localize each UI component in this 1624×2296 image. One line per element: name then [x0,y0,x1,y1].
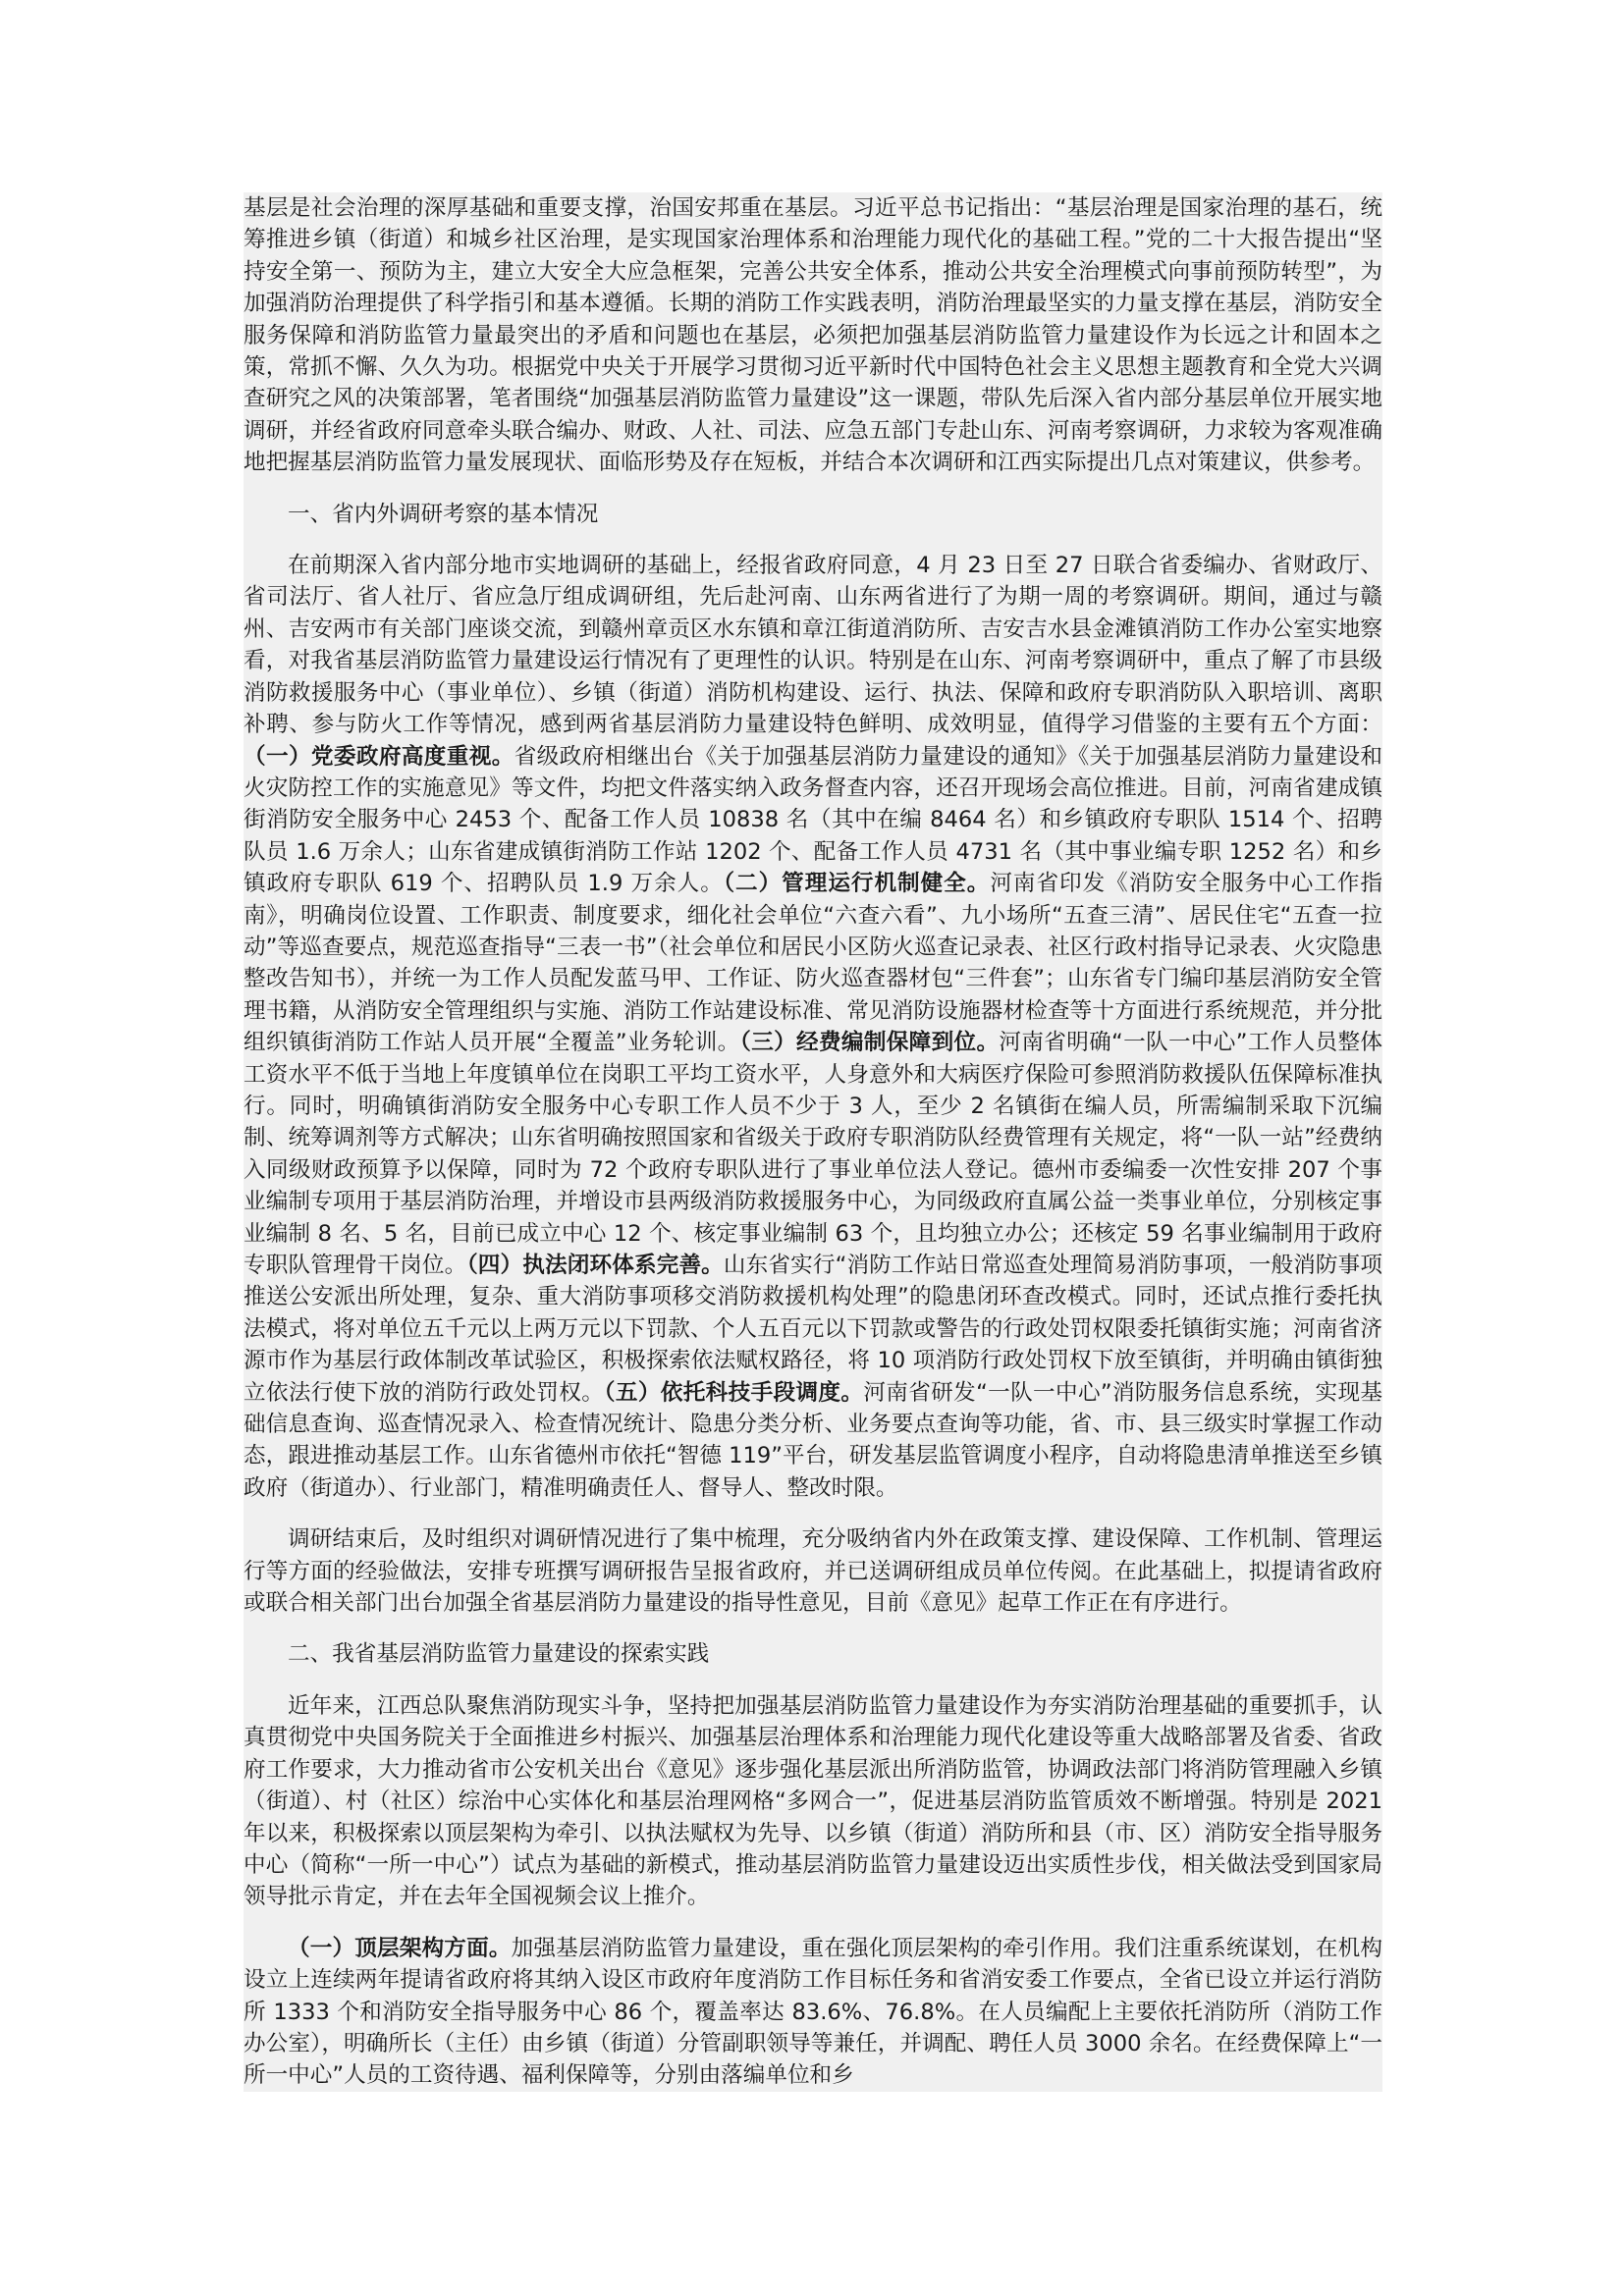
architecture-paragraph [244,1933,1382,2092]
practice-paragraph: 近年来，江西总队聚焦消防现实斗争，坚持把加强基层消防监管力量建设作为夯实消防治理基础的重要抓手，认真贯彻党中央国务院关于全面推进乡村振兴、加强基层治理体系和治理能力现代化建设等重大战略部署及省委、省政府工作要求，大力推动省市公安机关出台《意见》逐步强化基层派出所消防监管，协调政法部门将消防管理融入乡镇（街道）、村（社区）综治中心实体化和基层治理网格“多网合一”，促进基层消防监管质效不断增强。特别是 2021 年以来，积极探索以顶层架构为牵引、以执法赋权为先导、以乡镇（街道）消防所和县（市、区）消防安全指导服务中心（简称“一所一中心”）试点为基础的新模式，推动基层消防监管力量建设迈出实质性步伐，相关做法受到国家局领导批示肯定，并在去年全国视频会议上推介。 [244,1692,1382,1910]
point-heading-3: （三）经费编制保障到位。 [739,1030,1000,1056]
point-text-1: 省级政府相继出台《关于加强基层消防力量建设的通知》《关于加强基层消防力量建设和火灾防控工作的实施意见》等文件，均把文件落实纳入政务督查内容，还召开现场会高位推进。目前，河南省建成镇街消防安全服务中心 2453 个、配备工作人员 10838 名（其中在编 8464 名）和乡镇政府专职队 1514 个、招聘队员 1.6 万余人；山东省建成镇街消防工作站 1202 个、配备工作人员 4731 名（其中事业编专职 1252 名）和乡镇政府专职队 619 个、招聘队员 1.9 万余人。 [244,743,1383,897]
point-text-4: 山东省实行“消防工作站日常巡查处理简易消防事项，一般消防事项推送公安派出所处理，复杂、重大消防事项移交消防救援机构处理”的隐患闭环查改模式。同时，还试点推行委托执法模式，将对单位五千元以上两万元以下罚款、个人五百元以下罚款或警告的行政处罚权限委托镇街实施；河南省济源市作为基层行政体制改革试验区，积极探索依法赋权路径，将 10 项消防行政处罚权下放至镇街，并明确由镇街独立依法行使下放的消防行政处罚权。 [244,1253,1382,1406]
section-heading-1: 一、省内外调研考察的基本情况 [288,501,599,527]
point-heading-2: （二）管理运行机制健全。 [723,871,991,897]
section-heading-2: 二、我省基层消防监管力量建设的探索实践 [288,1641,710,1668]
point-text-3: 河南省明确“一队一中心”工作人员整体工资水平不低于当地上年度镇单位在岗职工平均工资水平，人身意外和大病医疗保险可参照消防救援队伍保障标准执行。同时，明确镇街消防安全服务中心专职工作人员不少于 3 人，至少 2 名镇街在编人员，所需编制采取下沉编制、统筹调剂等方式解决；山东省明确按照国家和省级关于政府专职消防队经费管理有关规定，将“一队一站”经费纳入同级财政预算予以保障，同时为 72 个政府专职队进行了事业单位法人登记。德州市委编委一次性安排 207 个事业编制专项用于基层消防治理，并增设市县两级消防救援服务中心，为同级政府直属公益一类事业单位，分别核定事业编制 8 名、5 名，目前已成立中心 12 个、核定事业编制 63 个，且均独立办公；还核定 59 名事业编制用于政府专职队管理骨干岗位。 [244,1030,1382,1278]
survey-paragraph [244,550,1382,1504]
point-heading-1: （一）党委政府高度重视。 [244,743,514,770]
architecture-text: 加强基层消防监管力量建设，重在强化顶层架构的牵引作用。我们注重系统谋划，在机构设立上连续两年提请省政府将其纳入设区市政府年度消防工作目标任务和省消安委工作要点，全省已设立并运行消防所 1333 个和消防安全指导服务中心 86 个，覆盖率达 83.6%、76.8%。在人员编配上主要依托消防所（消防工作办公室），明确所长（主任）由乡镇（街道）分管副职领导等兼任，并调配、聘任人员 3000 余名。在经费保障上“一所一中心”人员的工资待遇、福利保障等，分别由落编单位和乡 [244,1935,1383,2089]
point-text-5: 河南省研发“一队一中心”消防服务信息系统，实现基础信息查询、巡查情况录入、检查情况统计、隐患分类分析、业务要点查询等功能，省、市、县三级实时掌握工作动态，跟进推动基层工作。山东省德州市依托“智德 119”平台，研发基层监管调度小程序，自动将隐患清单推送至乡镇政府（街道办）、行业部门，精准明确责任人、督导人、整改时限。 [244,1379,1383,1501]
intro-paragraph: 基层是社会治理的深厚基础和重要支撑，治国安邦重在基层。习近平总书记指出：“基层治理是国家治理的基石，统筹推进乡镇（街道）和城乡社区治理，是实现国家治理体系和治理能力现代化的基础工程。”党的二十大报告提出“坚持安全第一、预防为主，建立大安全大应急框架，完善公共安全体系，推动公共安全治理模式向事前预防转型”，为加强消防治理提供了科学指引和基本遵循。长期的消防工作实践表明，消防治理最坚实的力量支撑在基层，消防安全服务保障和消防监管力量最突出的矛盾和问题也在基层，必须把加强基层消防监管力量建设作为长远之计和固本之策，常抓不懈、久久为功。根据党中央关于开展学习贯彻习近平新时代中国特色社会主义思想主题教育和全党大兴调查研究之风的决策部署，笔者围绕“加强基层消防监管力量建设”这一课题，带队先后深入省内部分基层单位开展实地调研，并经省政府同意牵头联合编办、财政、人社、司法、应急五部门专赴山东、河南考察调研，力求较为客观准确地把握基层消防监管力量发展现状、面临形势及存在短板，并结合本次调研和江西实际提出几点对策建议，供参考。 [244,195,1382,476]
point-heading-5: （五）依托科技手段调度。 [604,1379,864,1406]
point-heading-4: （四）执法闭环体系完善。 [466,1253,724,1278]
document-page [244,192,1382,2092]
point-text-2: 河南省印发《消防安全服务中心工作指南》，明确岗位设置、工作职责、制度要求，细化社会单位“六查六看”、九小场所“五查三清”、居民住宅“五查一拉动”等巡查要点，规范巡查指导“三表一书”（社会单位和居民小区防火巡查记录表、社区行政村指导记录表、火灾隐患整改告知书），并统一为工作人员配发蓝马甲、工作证、防火巡查器材包“三件套”；山东省专门编印基层消防安全管理书籍，从消防安全管理组织与实施、消防工作站建设标准、常见消防设施器材检查等十方面进行系统规范，并分批组织镇街消防工作站人员开展“全覆盖”业务轮训。 [244,871,1382,1056]
summary-paragraph: 调研结束后，及时组织对调研情况进行了集中梳理，充分吸纳省内外在政策支撑、建设保障、工作机制、管理运行等方面的经验做法，安排专班撰写调研报告呈报省政府，并已送调研组成员单位传阅。在此基础上，拟提请省政府或联合相关部门出台加强全省基层消防力量建设的指导性意见，目前《意见》起草工作正在有序进行。 [244,1526,1382,1617]
architecture-heading: （一）顶层架构方面。 [288,1935,512,1961]
survey-text-intro: 在前期深入省内部分地市实地调研的基础上，经报省政府同意，4 月 23 日至 27 日联合省委编办、省财政厅、省司法厅、省人社厅、省应急厅组成调研组，先后赴河南、山东两省进行了为期一周的考察调研。期间，通过与赣州、吉安两市有关部门座谈交流，到赣州章贡区水东镇和章江街道消防所、吉安吉水县金滩镇消防工作办公室实地察看，对我省基层消防监管力量建设运行情况有了更理性的认识。特别是在山东、河南考察调研中，重点了解了市县级消防救援服务中心（事业单位）、乡镇（街道）消防机构建设、运行、执法、保障和政府专职消防队入职培训、离职补聘、参与防火工作等情况，感到两省基层消防力量建设特色鲜明、成效明显，值得学习借鉴的主要有五个方面： [244,553,1382,738]
